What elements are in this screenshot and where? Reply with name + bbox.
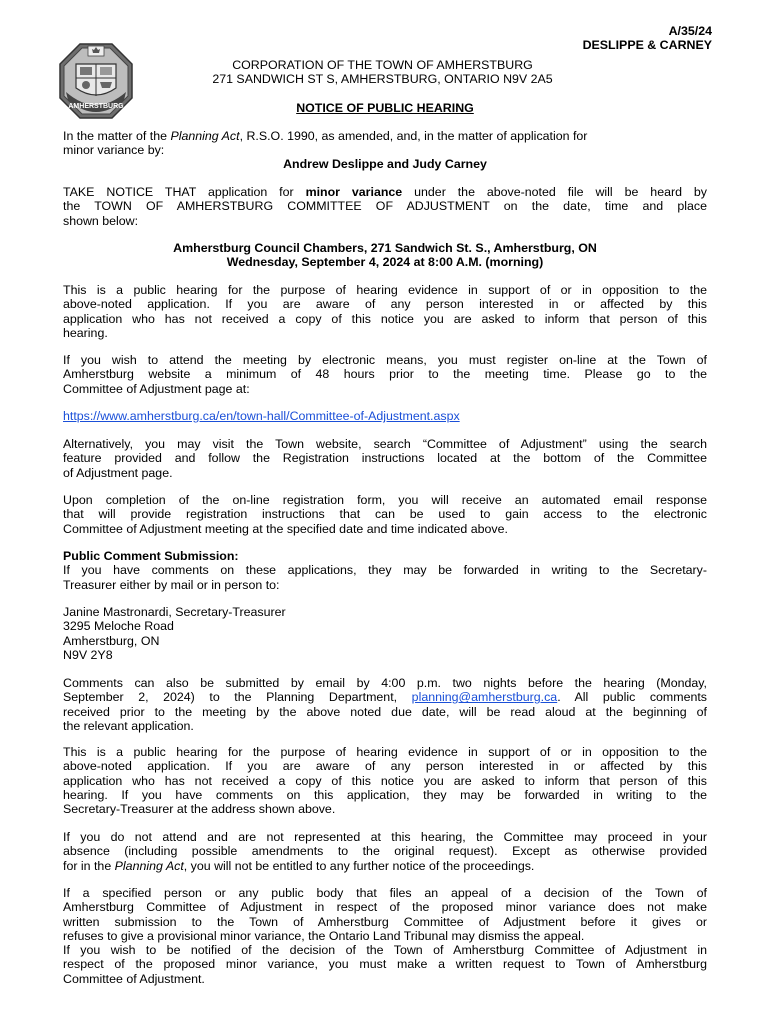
- address-line: N9V 2Y8: [63, 647, 113, 662]
- absence-paragraph: [63, 830, 707, 873]
- url-line: [63, 409, 707, 423]
- hearing-paragraph-2: [63, 745, 707, 816]
- hearing-paragraph-1: [63, 283, 707, 340]
- hearing1-line: This is a public hearing for the purpose of hearing evidence in support of or in opposition to the: [63, 283, 707, 297]
- electronic-line: If you wish to attend the meeting by electronic means, you must register on-line at the Town of: [63, 353, 707, 367]
- electronic-paragraph: [63, 353, 707, 396]
- public-comment-section: [63, 549, 707, 592]
- appeal-line: refuses to give a provisional minor variance, the Ontario Land Tribunal may dismiss the appeal.: [63, 928, 585, 943]
- appeal-line: Committee of Adjustment.: [63, 971, 205, 986]
- hearing2-line: above-noted application. If you are aware of any person interested in or affected by this: [63, 759, 707, 774]
- electronic-line: Amherstburg website a minimum of 48 hours prior to the meeting time. Please go to the: [63, 367, 707, 382]
- intro-text-c: minor variance by:: [63, 143, 165, 158]
- appeal-line: If you wish to be notified of the decision of the Town of Amherstburg Committee of Adjustment in: [63, 943, 707, 958]
- hearing2-line: Secretary-Treasurer at the address shown above.: [63, 802, 336, 817]
- appeal-line: written submission to the Town of Amherstburg Committee of Adjustment before it gives or: [63, 914, 707, 929]
- notice-minor-variance: minor variance: [305, 185, 403, 199]
- intro-text-b: , R.S.O. 1990, as amended, and, in the matter of application for: [239, 129, 588, 143]
- planning-act-ref: Planning Act: [170, 129, 240, 143]
- email-line-b: . All public comments: [557, 690, 707, 705]
- address-line: Amherstburg, ON: [63, 633, 160, 648]
- email-line: received prior to the meeting by the above noted due date, will be read aloud at the beginning of: [63, 704, 707, 719]
- crest-banner-text: AMHERSTBURG: [68, 103, 124, 110]
- public-comment-heading: Public Comment Submission:: [63, 549, 239, 563]
- hearing1-line: above-noted application. If you are aware of any person interested in or affected by this: [63, 297, 707, 312]
- notice-title: NOTICE OF PUBLIC HEARING: [296, 101, 474, 115]
- intro-text-a: In the matter of the: [63, 129, 171, 143]
- appeal-line: Amherstburg Committee of Adjustment in respect of the proposed minor variance does not make: [63, 900, 707, 915]
- hearing1-line: application who has not received a copy of this notice you are asked to inform that person of this: [63, 311, 707, 326]
- venue-place: Amherstburg Council Chambers, 271 Sandwich St. S., Amherstburg, ON: [173, 241, 597, 255]
- absence-line: If you do not attend and are not represented at this hearing, the Committee may proceed in your: [63, 830, 707, 844]
- hearing1-line: hearing.: [63, 325, 108, 340]
- appeal-line: If a specified person or any public body that files an appeal of a decision of the Town of: [63, 886, 707, 900]
- address-line: Janine Mastronardi, Secretary-Treasurer: [63, 605, 286, 619]
- completion-line: Committee of Adjustment meeting at the specified date and time indicated above.: [63, 521, 508, 536]
- email-line: the relevant application.: [63, 718, 194, 733]
- alt-line: of Adjustment page.: [63, 465, 173, 480]
- committee-of-adjustment-link[interactable]: https://www.amherstburg.ca/en/town-hall/Committee-of-Adjustment.aspx: [63, 409, 460, 423]
- absence-line: absence (including possible amendments to the original request). Except as otherwise provided: [63, 844, 707, 859]
- completion-paragraph: [63, 493, 707, 536]
- completion-line: that will provide registration instructions that can be used to gain access to the electronic: [63, 507, 707, 522]
- appeal-paragraph: [63, 886, 707, 986]
- appeal-line: respect of the proposed minor variance, you must make a written request to Town of Amherstburg: [63, 957, 707, 972]
- file-number: A/35/24: [668, 24, 712, 38]
- corporation-address: 271 SANDWICH ST S, AMHERSTBURG, ONTARIO N9V 2A5: [212, 72, 553, 86]
- absence-line-a: for in the: [63, 858, 115, 873]
- venue-datetime: Wednesday, September 4, 2024 at 8:00 A.M. (morning): [226, 255, 544, 269]
- alt-line: Alternatively, you may visit the Town website, search “Committee of Adjustment” using the search: [63, 437, 707, 451]
- hearing2-line: This is a public hearing for the purpose of hearing evidence in support of or in opposition to the: [63, 745, 707, 759]
- notice-text-a: TAKE NOTICE THAT application for: [63, 185, 306, 199]
- applicant-names: Andrew Deslippe and Judy Carney: [283, 157, 487, 171]
- absence-line-b: , you will not be entitled to any further notice of the proceedings.: [183, 858, 535, 873]
- email-line-a: September 2, 2024) to the Planning Department,: [63, 690, 412, 705]
- hearing2-line: application who has not received a copy of this notice you are asked to inform that person of this: [63, 773, 707, 788]
- intro-paragraph: [63, 129, 707, 158]
- email-line: Comments can also be submitted by email by 4:00 p.m. two nights before the hearing (Monday,: [63, 676, 707, 690]
- planning-email-link[interactable]: planning@amherstburg.ca: [411, 690, 558, 705]
- notice-text-c: under the above-noted file will be heard by: [402, 185, 708, 199]
- public-comment-line: Treasurer either by mail or in person to:: [63, 577, 280, 592]
- notice-line-3: shown below:: [63, 213, 139, 228]
- mailing-address: [63, 605, 707, 662]
- hearing2-line: hearing. If you have comments on this application, they may be forwarded in writing to the: [63, 787, 707, 802]
- email-paragraph: [63, 676, 707, 733]
- address-line: 3295 Meloche Road: [63, 619, 174, 634]
- notice-line-2: the TOWN OF AMHERSTBURG COMMITTEE OF ADJUSTMENT on the date, time and place: [63, 199, 707, 214]
- electronic-line: Committee of Adjustment page at:: [63, 381, 250, 396]
- completion-line: Upon completion of the on-line registration form, you will receive an automated email response: [63, 493, 707, 507]
- take-notice-paragraph: [63, 185, 707, 228]
- alt-line: feature provided and follow the Registration instructions located at the bottom of the Committee: [63, 451, 707, 466]
- applicants-short: DESLIPPE & CARNEY: [582, 38, 712, 52]
- planning-act-ref: Planning Act: [114, 858, 184, 873]
- corporation-name: CORPORATION OF THE TOWN OF AMHERSTBURG: [232, 58, 533, 72]
- alternative-paragraph: [63, 437, 707, 480]
- public-comment-line: If you have comments on these applications, they may be forwarded in writing to the Secretary-: [63, 563, 707, 578]
